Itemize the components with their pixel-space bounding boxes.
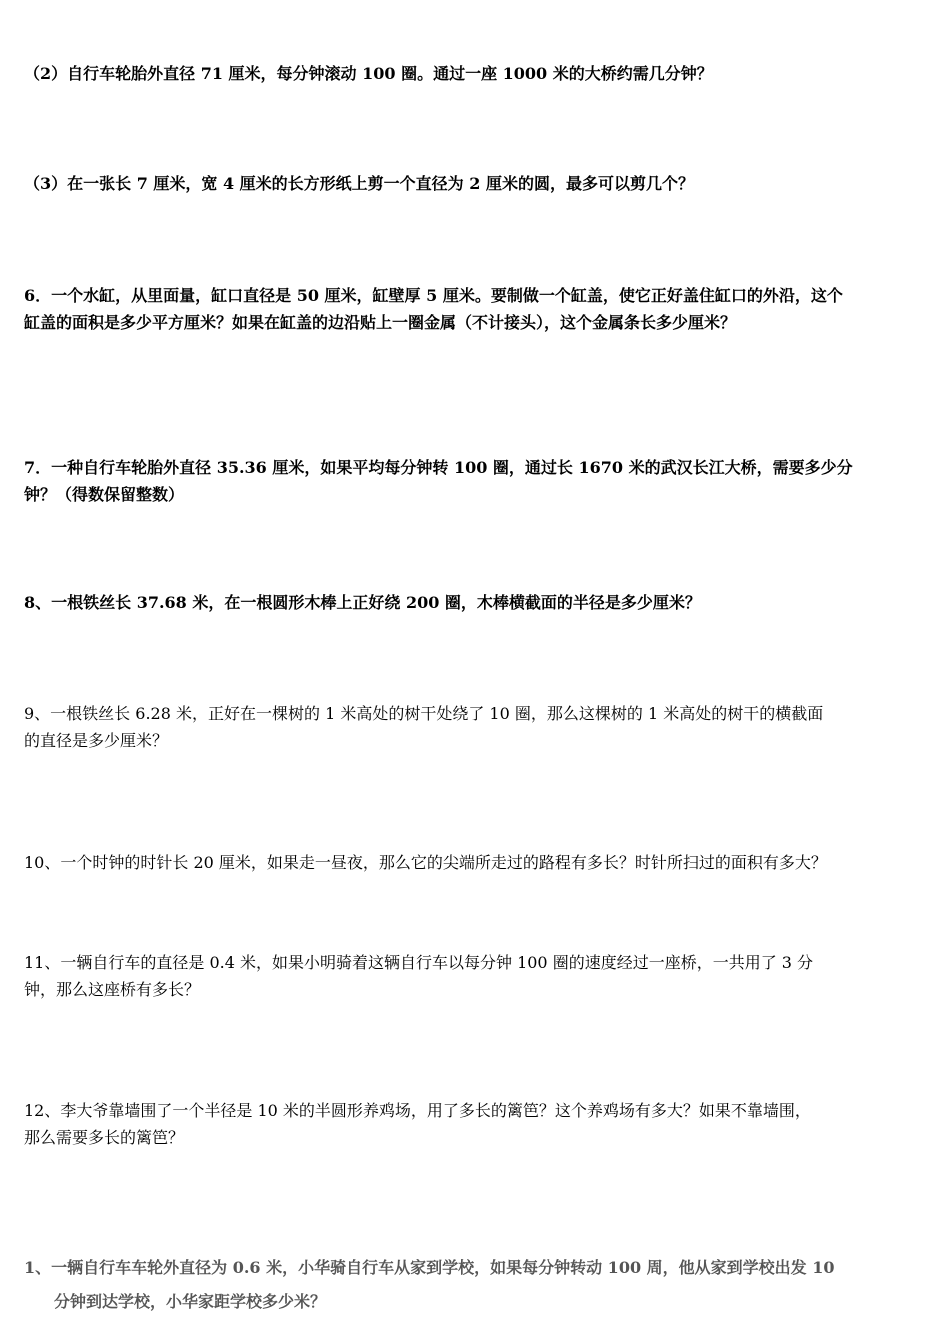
question-11-line-2: 钟，那么这座桥有多长？ xyxy=(24,980,201,999)
question-8 xyxy=(24,589,936,616)
question-2-line-1: （2）自行车轮胎外直径 71 厘米，每分钟滚动 100 圈。通过一座 1000 米的大桥约需几分钟？ xyxy=(24,64,713,83)
question-8-line-1: 8、一根铁丝长 37.68 米，在一根圆形木棒上正好绕 200 圈，木棒横截面的半径是多少厘米？ xyxy=(24,593,701,612)
question-1b-line-2: 分钟到达学校，小华家距学校多少米？ xyxy=(54,1292,327,1311)
question-10-line-1: 10、一个时钟的时针长 20 厘米，如果走一昼夜，那么它的尖端所走过的路程有多长？时针所扫过的面积有多大？ xyxy=(24,853,827,872)
question-11 xyxy=(24,949,936,1003)
question-1b-line-1: 1、一辆自行车车轮外直径为 0.6 米，小华骑自行车从家到学校，如果每分钟转动 100 周，他从家到学校出发 10 xyxy=(24,1258,835,1277)
question-3-line-1: （3）在一张长 7 厘米，宽 4 厘米的长方形纸上剪一个直径为 2 厘米的圆，最多可以剪几个？ xyxy=(24,174,694,193)
question-2 xyxy=(24,60,936,87)
question-12-line-1: 12、李大爷靠墙围了一个半径是 10 米的半圆形养鸡场，用了多长的篱笆？这个养鸡场有多大？如果不靠墙围， xyxy=(24,1101,811,1120)
question-11-line-1: 11、一辆自行车的直径是 0.4 米，如果小明骑着这辆自行车以每分钟 100 圈的速度经过一座桥，一共用了 3 分 xyxy=(24,953,814,972)
question-9 xyxy=(24,700,936,754)
question-6 xyxy=(24,282,936,336)
question-7-line-2: 钟？（得数保留整数） xyxy=(24,485,185,504)
question-7-line-1: 7．一种自行车轮胎外直径 35.36 厘米，如果平均每分钟转 100 圈，通过长 1670 米的武汉长江大桥，需要多少分 xyxy=(24,458,853,477)
question-12 xyxy=(24,1097,936,1151)
question-7 xyxy=(24,454,936,508)
question-6-line-1: 6．一个水缸，从里面量，缸口直径是 50 厘米，缸壁厚 5 厘米。要制做一个缸盖，使它正好盖住缸口的外沿，这个 xyxy=(24,286,843,305)
question-3 xyxy=(24,170,936,197)
question-10 xyxy=(24,849,936,876)
question-12-line-2: 那么需要多长的篱笆？ xyxy=(24,1128,185,1147)
question-6-line-2: 缸盖的面积是多少平方厘米？如果在缸盖的边沿贴上一圈金属（不计接头），这个金属条长多少厘米？ xyxy=(24,313,737,332)
question-9-line-2: 的直径是多少厘米？ xyxy=(24,731,169,750)
question-9-line-1: 9、一根铁丝长 6.28 米，正好在一棵树的 1 米高处的树干处绕了 10 圈，那么这棵树的 1 米高处的树干的横截面 xyxy=(24,704,824,723)
question-1-section-2 xyxy=(24,1251,936,1319)
